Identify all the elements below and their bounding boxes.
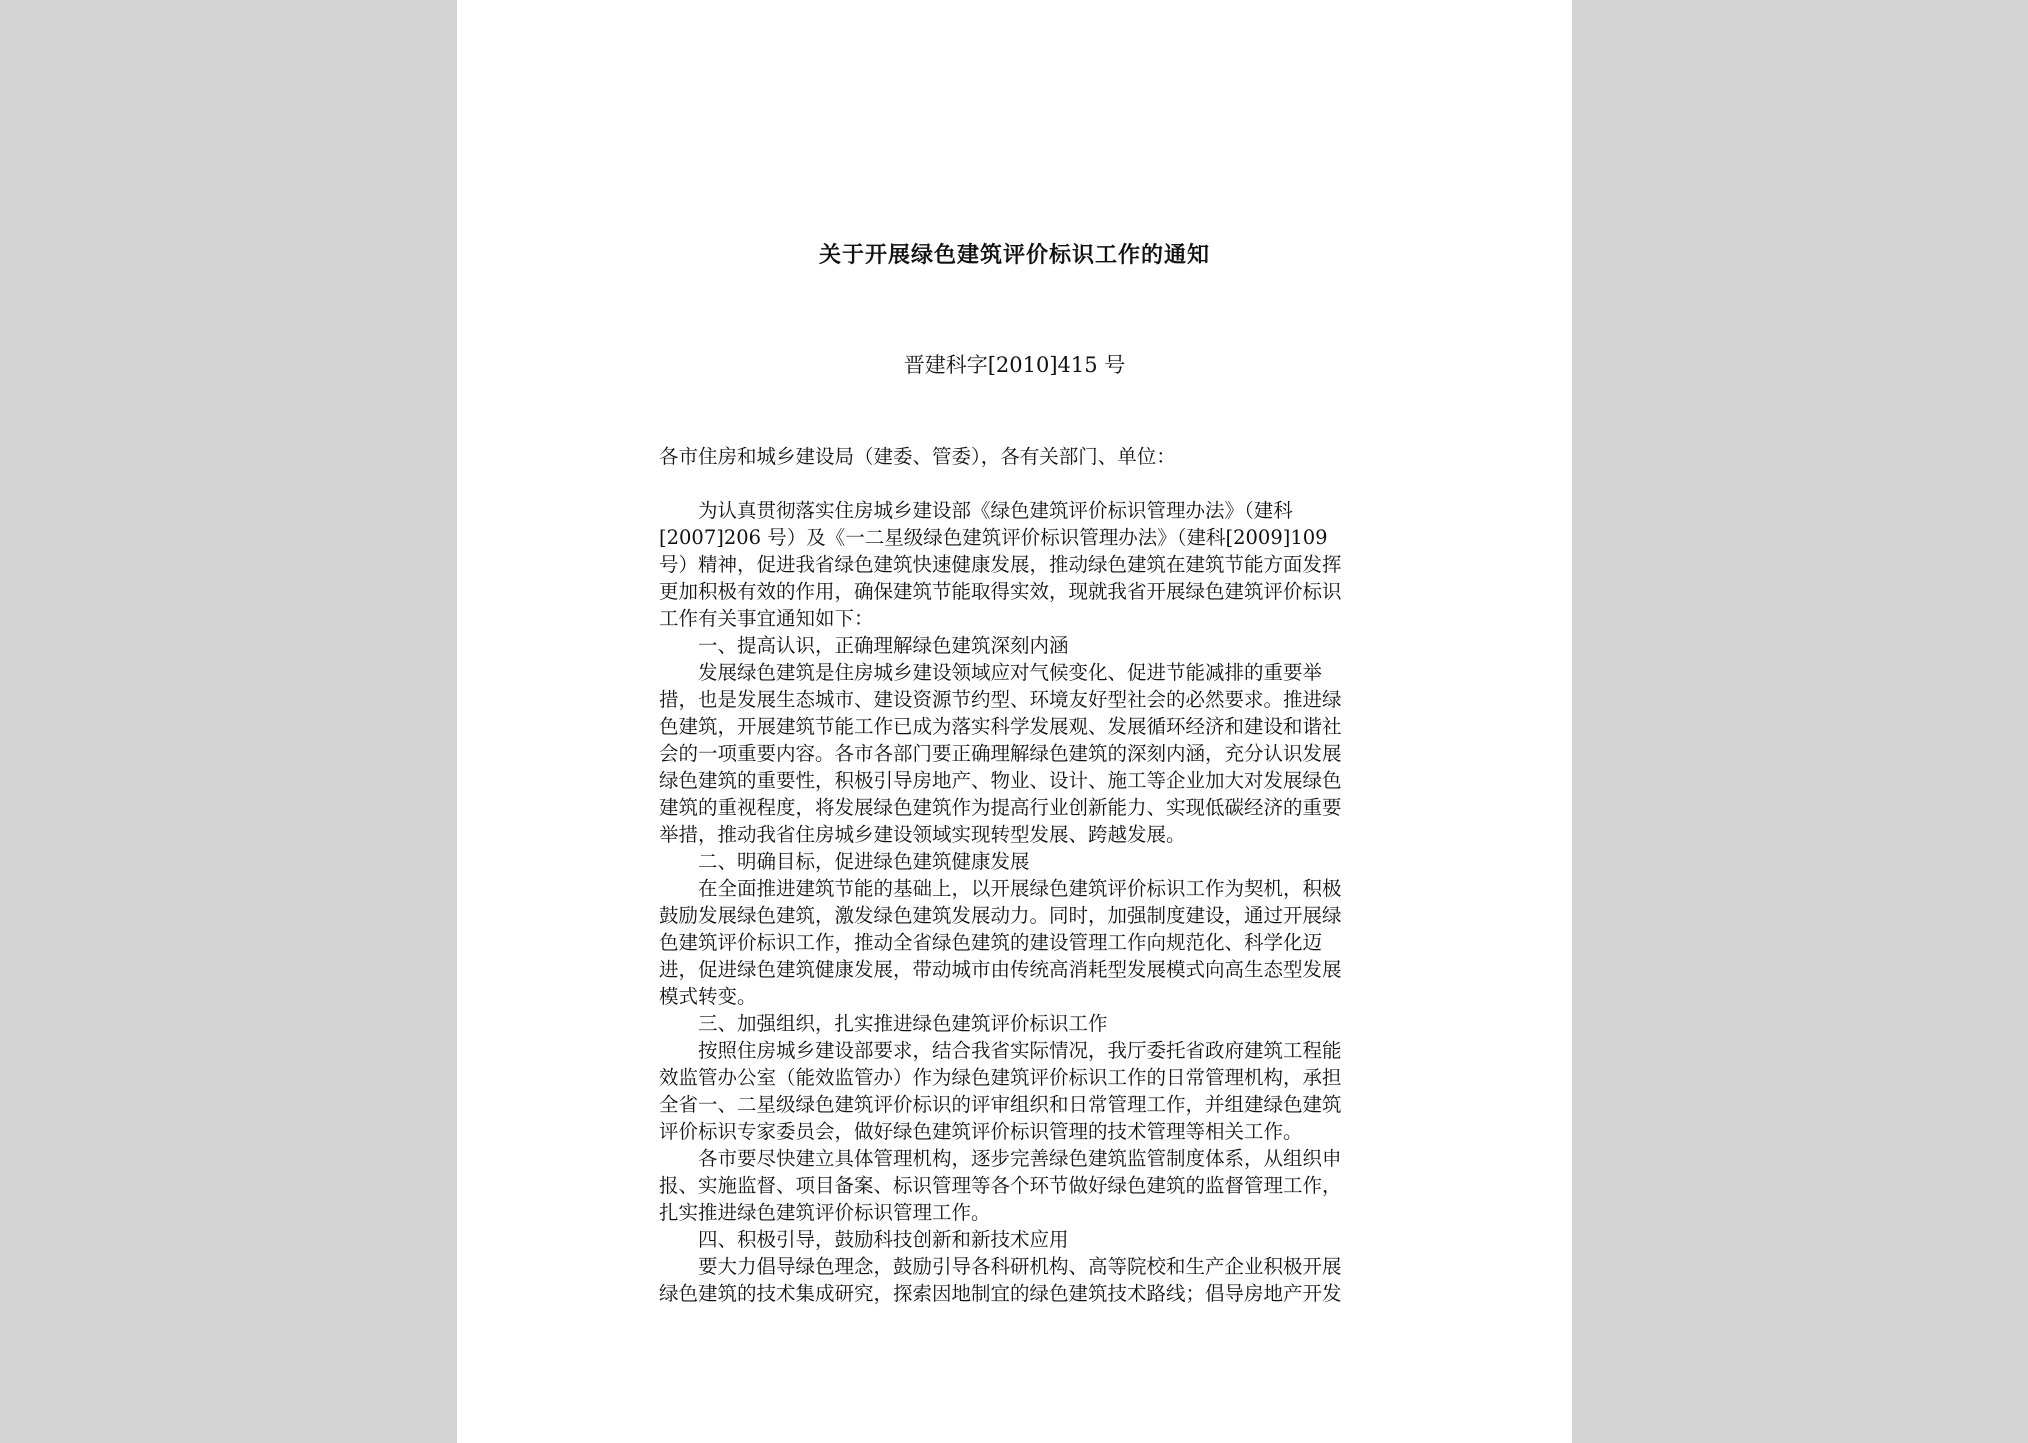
document-body: [659, 443, 1359, 1307]
paragraph-section-3b: 各市要尽快建立具体管理机构，逐步完善绿色建筑监管制度体系，从组织申报、实施监督、项目备案、标识管理等各个环节做好绿色建筑的监督管理工作，扎实推进绿色建筑评价标识管理工作。: [659, 1147, 1342, 1224]
paragraph-section-3a: 按照住房城乡建设部要求，结合我省实际情况，我厅委托省政府建筑工程能效监管办公室（能效监管办）作为绿色建筑评价标识工作的日常管理机构，承担全省一、二星级绿色建筑评价标识的评审组织和日常管理工作，并组建绿色建筑评价标识专家委员会，做好绿色建筑评价标识管理的技术管理等相关工作。: [659, 1039, 1342, 1143]
document-title: 关于开展绿色建筑评价标识工作的通知: [818, 242, 1210, 268]
paragraph-section-1: 发展绿色建筑是住房城乡建设领域应对气候变化、促进节能减排的重要举措，也是发展生态城市、建设资源节约型、环境友好型社会的必然要求。推进绿色建筑，开展建筑节能工作已成为落实科学发展观、发展循环经济和建设和谐社会的一项重要内容。各市各部门要正确理解绿色建筑的深刻内涵，充分认识发展绿色建筑的重要性，积极引导房地产、物业、设计、施工等企业加大对发展绿色建筑的重视程度，将发展绿色建筑作为提高行业创新能力、实现低碳经济的重要举措，推动我省住房城乡建设领域实现转型发展、跨越发展。: [659, 661, 1342, 846]
document-page: [457, 0, 1572, 1443]
salutation: 各市住房和城乡建设局（建委、管委），各有关部门、单位：: [659, 445, 1176, 468]
paragraph-section-2: 在全面推进建筑节能的基础上，以开展绿色建筑评价标识工作为契机，积极鼓励发展绿色建筑，激发绿色建筑发展动力。同时，加强制度建设，通过开展绿色建筑评价标识工作，推动全省绿色建筑的建设管理工作向规范化、科学化迈进，促进绿色建筑健康发展，带动城市由传统高消耗型发展模式向高生态型发展模式转变。: [659, 877, 1342, 1008]
section-heading-4: 四、积极引导，鼓励科技创新和新技术应用: [698, 1228, 1069, 1251]
document-number: 晋建科字[2010]415 号: [903, 353, 1126, 377]
section-heading-2: 二、明确目标，促进绿色建筑健康发展: [698, 850, 1030, 873]
section-heading-1: 一、提高认识，正确理解绿色建筑深刻内涵: [698, 634, 1069, 657]
section-heading-3: 三、加强组织，扎实推进绿色建筑评价标识工作: [698, 1012, 1108, 1035]
paragraph-intro: 为认真贯彻落实住房城乡建设部《绿色建筑评价标识管理办法》（建科[2007]206 号）及《一二星级绿色建筑评价标识管理办法》（建科[2009]109 号）精神，促进我省绿色建筑快速健康发展，推动绿色建筑在建筑节能方面发挥更加积极有效的作用，确保建筑节能取得实效，现就我省开展绿色建筑评价标识工作有关事宜通知如下：: [659, 499, 1342, 630]
paragraph-section-4: 要大力倡导绿色理念，鼓励引导各科研机构、高等院校和生产企业积极开展绿色建筑的技术集成研究，探索因地制宜的绿色建筑技术路线；倡导房地产开发: [659, 1255, 1342, 1305]
